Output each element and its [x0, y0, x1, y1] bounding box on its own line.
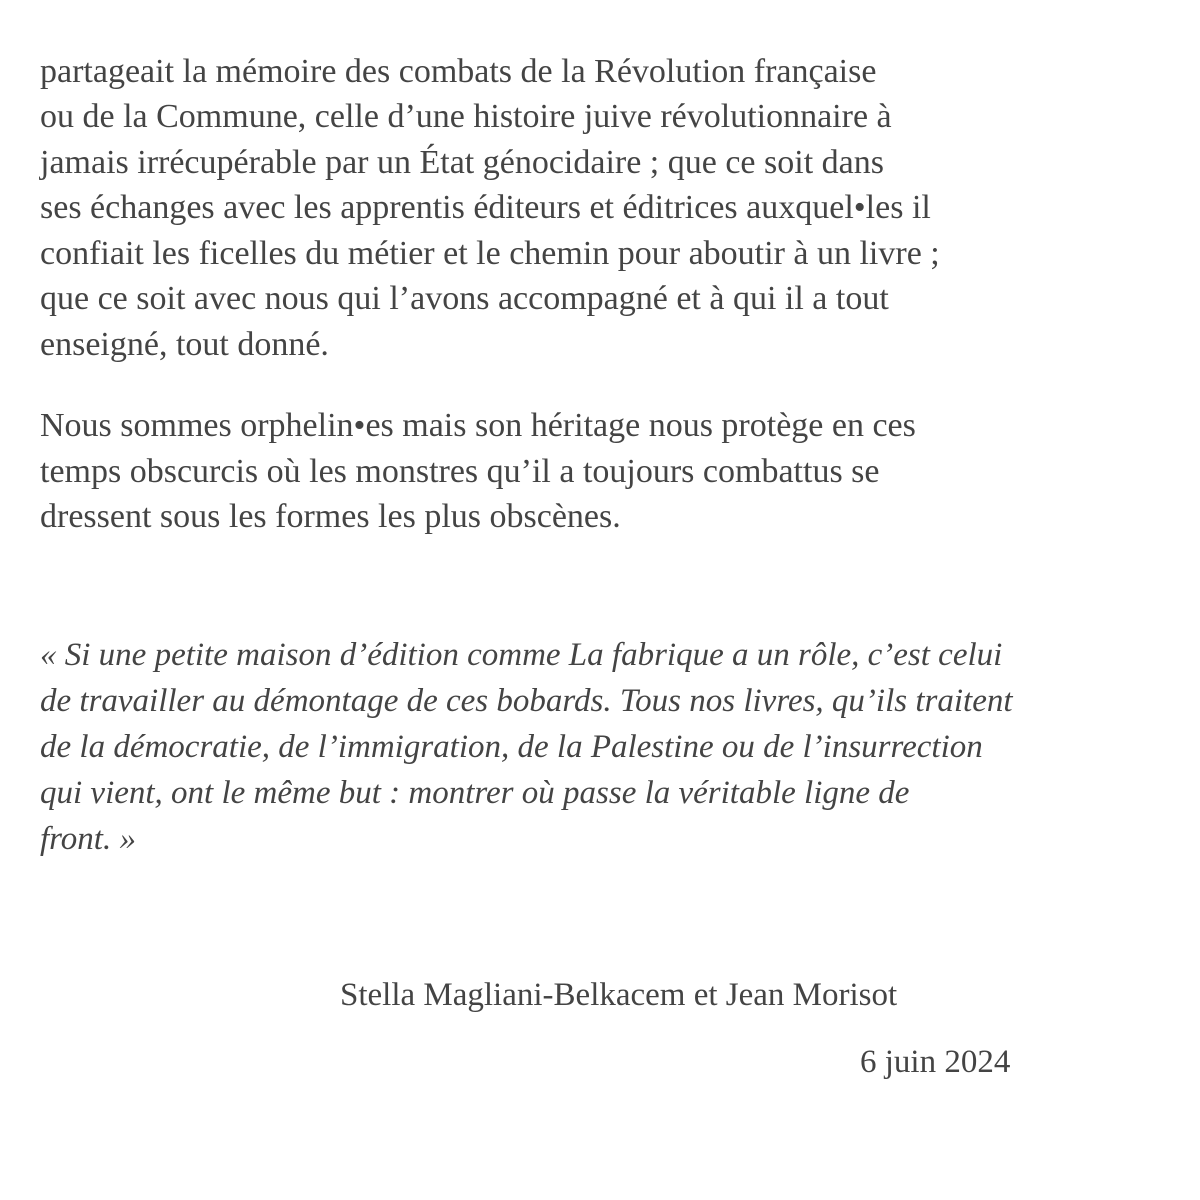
quotation-line: de la démocratie, de l’immigration, de la Palestine ou de l’insurrection: [40, 729, 983, 765]
quotation-line: « Si une petite maison d’édition comme La fabrique a un rôle, c’est celui: [40, 637, 1003, 673]
paragraph-2-line: dressent sous les formes les plus obscènes.: [40, 498, 621, 535]
paragraph-1-line: partageait la mémoire des combats de la Révolution française: [40, 53, 877, 90]
quotation-line: front. »: [40, 821, 136, 857]
quotation-line: qui vient, ont le même but : montrer où passe la véritable ligne de: [40, 775, 910, 811]
paragraph-1-line: ou de la Commune, celle d’une histoire juive révolutionnaire à: [40, 98, 892, 135]
paragraph-1-line: ses échanges avec les apprentis éditeurs et éditrices auxquel•les il: [40, 189, 931, 226]
paragraph-2-line: temps obscurcis où les monstres qu’il a toujours combattus se: [40, 453, 880, 490]
quotation-line: de travailler au démontage de ces bobards. Tous nos livres, qu’ils traitent: [40, 683, 1013, 719]
signature-authors: Stella Magliani-Belkacem et Jean Morisot: [340, 977, 898, 1013]
signature-date: 6 juin 2024: [860, 1044, 1011, 1080]
paragraph-1-line: que ce soit avec nous qui l’avons accompagné et à qui il a tout: [40, 280, 889, 317]
paragraph-2-line: Nous sommes orphelin•es mais son héritage nous protège en ces: [40, 407, 916, 444]
paragraph-1-line: enseigné, tout donné.: [40, 326, 329, 363]
paragraph-1-line: jamais irrécupérable par un État génocidaire ; que ce soit dans: [40, 144, 884, 181]
paragraph-1-line: confiait les ficelles du métier et le chemin pour aboutir à un livre ;: [40, 235, 940, 272]
